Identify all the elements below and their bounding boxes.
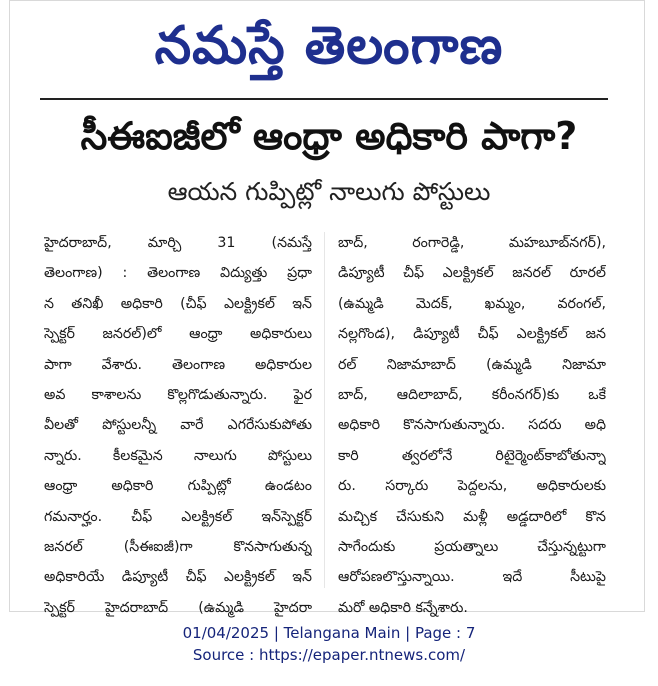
article-headline: సీఈఐజీలో ఆంధ్రా అధికారి పాగా? xyxy=(80,114,578,158)
article-line: (ఉమ్మడి మెదక్, ఖమ్మం, వరంగల్, xyxy=(338,295,606,312)
article-line: న తనిఖీ అధికారి (చీఫ్ ఎలక్ట్రికల్ ఇన్ xyxy=(44,295,312,312)
article-line: మరో అధికారి కన్నేశారు. xyxy=(338,599,468,616)
newspaper-masthead: నమస్తే తెలంగాణ xyxy=(154,16,504,76)
article-line: బాద్, ఆదిలాబాద్, కరీంనగర్)కు ఒకే xyxy=(338,386,606,403)
article-line: ఆరోపణలొస్తున్నాయి. ఇదే సీటుపై xyxy=(338,569,606,586)
article-line: న్నారు. కీలకమైన నాలుగు పోస్టులు xyxy=(44,447,312,464)
page-footer xyxy=(0,622,658,666)
article-line: బాద్, రంగారెడ్డి, మహబూబ్‌నగర్), xyxy=(338,235,606,251)
article-line: నల్లగొండ), డిప్యూటీ చీఫ్ ఎలక్ట్రికల్ జన xyxy=(338,326,606,343)
article-line: కారి త్వరలోనే రిటైర్మెంట్‌కాబోతున్నా xyxy=(338,447,606,464)
article-line: అధికారి కొనసాగుతున్నారు. సదరు అధి xyxy=(338,417,606,434)
column-divider xyxy=(324,232,325,588)
article-line: తెలంగాణ) : తెలంగాణ విద్యుత్తు ప్రధా xyxy=(44,265,312,282)
article-column-left xyxy=(44,228,312,623)
masthead-divider xyxy=(40,98,608,100)
article-line: పాగా వేశారు. తెలంగాణ అధికారుల xyxy=(44,356,312,373)
article-line: ఆంధ్రా అధికారి గుప్పిట్లో ఉండటం xyxy=(44,478,312,495)
article-line: గమనార్హం. చీఫ్ ఎలక్ట్రికల్ ఇన్‌స్పెక్టర్ xyxy=(44,508,312,525)
article-line: మచ్చిక చేసుకుని మళ్లీ అడ్డదారిలో కొన xyxy=(338,508,606,525)
article-subheadline: ఆయన గుప్పిట్లో నాలుగు పోస్టులు xyxy=(167,177,491,206)
article-line: స్పెక్టర్ జనరల్)లో ఆంధ్రా అధికారులు xyxy=(44,326,312,343)
article-line: స్పెక్టర్ హైదరాబాద్ (ఉమ్మడి హైదరా xyxy=(44,599,312,616)
source-link[interactable]: Source : https://epaper.ntnews.com/ xyxy=(192,646,466,664)
article-column-right xyxy=(338,228,606,623)
article-line: అవ కాశాలను కొల్లగొడుతున్నారు. ఫైర xyxy=(44,386,312,403)
article-line: డిప్యూటీ చీఫ్ ఎలక్ట్రికల్ జనరల్ రూరల్ xyxy=(338,265,606,282)
article-line: వీలతో పోస్టులన్నీ వారే ఎగరేసుకుపోతు xyxy=(44,417,312,434)
article-line: రల్ నిజామాబాద్ (ఉమ్మడి నిజామా xyxy=(338,356,606,373)
article-line: హైదరాబాద్, మార్చి 31 (నమస్తే xyxy=(44,235,312,251)
article-line: రు. సర్కారు పెద్దలను, అధికారులకు xyxy=(338,478,606,495)
publication-info: 01/04/2025 | Telangana Main | Page : 7 xyxy=(182,624,476,642)
article-line: జనరల్ (సీఈఐజీ)గా కొనసాగుతున్న xyxy=(44,538,312,555)
article-line: అధికారియే డిప్యూటీ చీఫ్ ఎలక్ట్రికల్ ఇన్ xyxy=(44,569,312,586)
article-line: సాగేందుకు ప్రయత్నాలు చేస్తున్నట్టుగా xyxy=(338,538,606,555)
